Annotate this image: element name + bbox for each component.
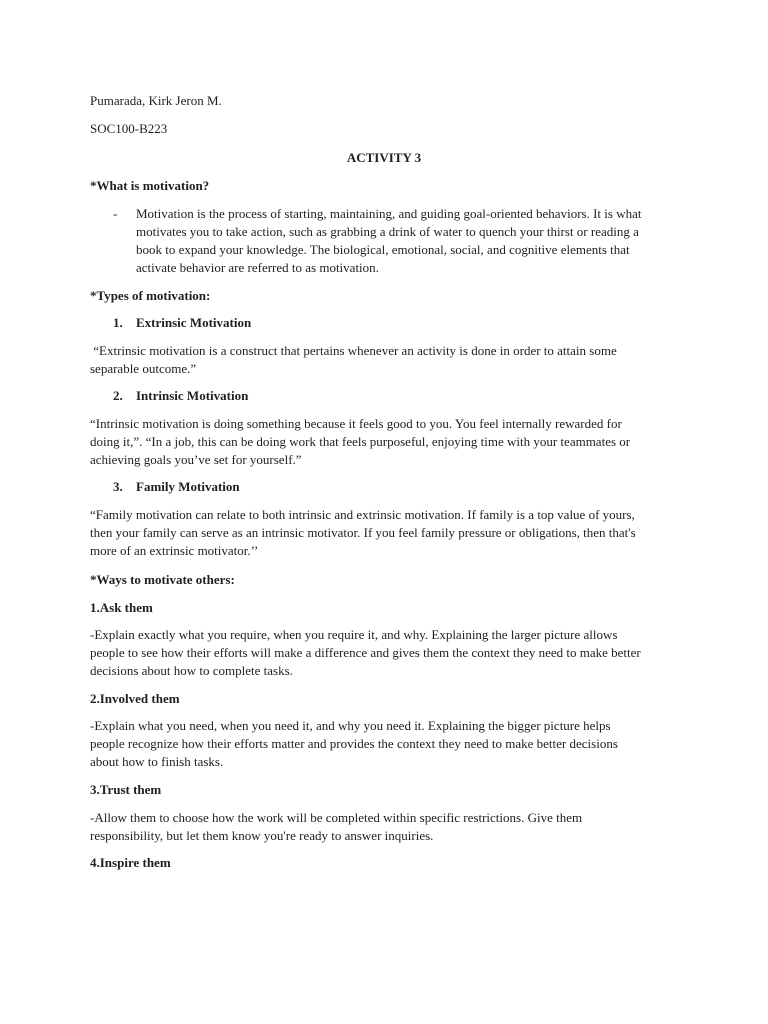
item-number: 1. [113,315,123,330]
paragraph-line: book to expand your knowledge. The biological, emotional, social, and cognitive elements that [136,242,630,257]
section-heading-ways: *Ways to motivate others: [90,572,235,587]
section-heading-types: *Types of motivation: [90,288,211,303]
paragraph-line: people recognize how their efforts matter and provides the context they need to make better decisions [90,736,618,751]
section-heading-what: *What is motivation? [90,178,210,193]
list-dash: - [113,206,118,221]
paragraph-line: separable outcome.” [90,361,197,376]
paragraph-line: activate behavior are referred to as motivation. [136,260,379,275]
paragraph-line: responsibility, but let them know you're ready to answer inquiries. [90,828,434,843]
item-title-extrinsic: Extrinsic Motivation [136,315,252,330]
definition-paragraph [136,205,641,277]
paragraph-line: achieving goals you’ve set for yourself.” [90,452,302,467]
paragraph-line: motivates you to take action, such as grabbing a drink of water to quench your thirst or reading a [136,224,639,239]
trust-paragraph [90,809,582,845]
paragraph-line: doing it,”. “In a job, this can be doing work that feels purposeful, enjoying time with your teammates or [90,434,631,449]
paragraph-line: -Explain what you need, when you need it, and why you need it. Explaining the bigger picture helps [90,718,611,733]
family-paragraph [90,506,636,560]
item-title-intrinsic: Intrinsic Motivation [136,388,249,403]
paragraph-line: “Intrinsic motivation is doing something because it feels good to you. You feel internally rewarded for [90,416,622,431]
way-title-involved: 2.Involved them [90,691,180,706]
involved-paragraph [90,717,618,771]
item-number: 3. [113,479,123,494]
way-title-trust: 3.Trust them [90,782,162,797]
extrinsic-paragraph [90,342,617,378]
way-title-inspire: 4.Inspire them [90,855,171,870]
paragraph-line: decisions about how to complete tasks. [90,663,293,678]
document-title: ACTIVITY 3 [346,150,422,165]
way-title-ask: 1.Ask them [90,600,153,615]
paragraph-line: then your family can serve as an intrinsic motivator. If you feel family pressure or obligations, then that's [90,525,636,540]
paragraph-line: more of an extrinsic motivator.’’ [90,543,259,558]
paragraph-line: people to see how their efforts will make a difference and gives them the context they need to make better [90,645,641,660]
paragraph-line: -Explain exactly what you require, when you require it, and why. Explaining the larger picture allows [90,627,618,642]
author-name: Pumarada, Kirk Jeron M. [90,93,222,108]
paragraph-line: -Allow them to choose how the work will be completed within specific restrictions. Give them [90,810,583,825]
paragraph-line: Motivation is the process of starting, maintaining, and guiding goal-oriented behaviors. It is what [136,206,642,221]
paragraph-line: about how to finish tasks. [90,754,224,769]
course-code: SOC100-B223 [90,121,168,136]
item-number: 2. [113,388,123,403]
item-title-family: Family Motivation [136,479,240,494]
paragraph-line: “Extrinsic motivation is a construct that pertains whenever an activity is done in order to attain some [90,343,617,358]
ask-paragraph [90,626,641,680]
paragraph-line: “Family motivation can relate to both intrinsic and extrinsic motivation. If family is a top value of yours, [90,507,635,522]
intrinsic-paragraph [90,415,630,469]
